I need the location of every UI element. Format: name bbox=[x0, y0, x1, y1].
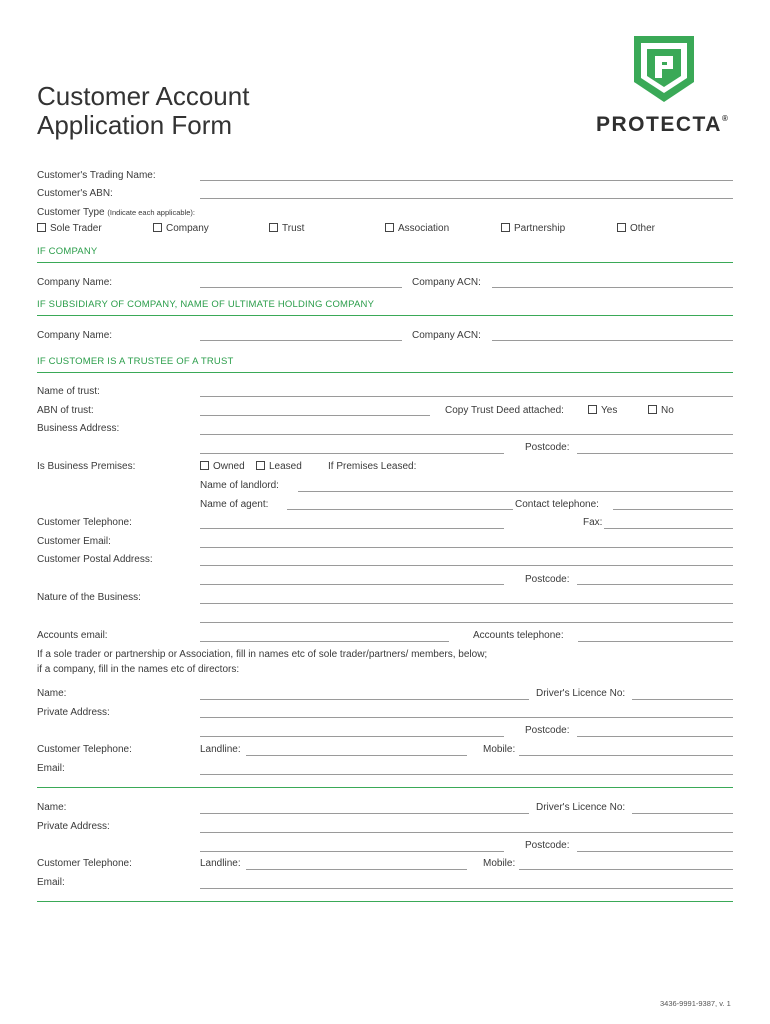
accounts-telephone-field[interactable] bbox=[578, 641, 733, 642]
trading-name-field[interactable] bbox=[200, 180, 733, 181]
fax-field[interactable] bbox=[604, 528, 733, 529]
fax-label: Fax: bbox=[583, 517, 603, 528]
person-name-label: Name: bbox=[37, 688, 67, 699]
trust-name-label: Name of trust: bbox=[37, 386, 100, 397]
business-postcode-field[interactable] bbox=[577, 453, 733, 454]
section-trust: IF CUSTOMER IS A TRUSTEE OF A TRUST bbox=[37, 356, 234, 367]
landlord-field[interactable] bbox=[298, 491, 733, 492]
private-postcode-field[interactable] bbox=[577, 851, 733, 852]
private-postcode-label: Postcode: bbox=[525, 840, 570, 851]
customer-telephone-label: Customer Telephone: bbox=[37, 517, 132, 528]
private-address-label: Private Address: bbox=[37, 821, 110, 832]
premises-label: Is Business Premises: bbox=[37, 461, 136, 472]
section-subsidiary: IF SUBSIDIARY OF COMPANY, NAME OF ULTIMATE HOLDING COMPANY bbox=[37, 299, 375, 310]
licence-label: Driver's Licence No: bbox=[536, 802, 626, 813]
checkbox-leased[interactable]: Leased bbox=[256, 461, 302, 472]
postal-address-field[interactable] bbox=[200, 565, 733, 566]
holding-company-name-label: Company Name: bbox=[37, 330, 113, 341]
company-acn-label: Company ACN: bbox=[412, 277, 481, 288]
customer-email-label: Customer Email: bbox=[37, 536, 111, 547]
business-address-field[interactable] bbox=[200, 434, 733, 435]
landline-label: Landline: bbox=[200, 858, 241, 869]
business-address-label: Business Address: bbox=[37, 423, 120, 434]
nature-of-business-field[interactable] bbox=[200, 603, 733, 604]
landline-label: Landline: bbox=[200, 744, 241, 755]
mobile-field[interactable] bbox=[519, 869, 733, 870]
nature-of-business-field-2[interactable] bbox=[200, 622, 733, 623]
landline-field[interactable] bbox=[246, 755, 467, 756]
private-address-field[interactable] bbox=[200, 717, 733, 718]
form-title-line-1: Customer Account bbox=[37, 81, 250, 111]
form-version-code: 3436-9991-9387, v. 1 bbox=[660, 999, 731, 1008]
private-address-field-2[interactable] bbox=[200, 736, 504, 737]
abn-field[interactable] bbox=[200, 198, 733, 199]
section-divider bbox=[37, 315, 733, 316]
accounts-email-label: Accounts email: bbox=[37, 630, 108, 641]
person-name-field[interactable] bbox=[200, 813, 529, 814]
holding-company-acn-label: Company ACN: bbox=[412, 330, 481, 341]
customer-telephone-field[interactable] bbox=[200, 528, 504, 529]
protecta-shield-icon bbox=[631, 34, 697, 104]
holding-company-name-field[interactable] bbox=[200, 340, 402, 341]
licence-field[interactable] bbox=[632, 813, 733, 814]
block-divider bbox=[37, 787, 733, 788]
private-address-field[interactable] bbox=[200, 832, 733, 833]
landlord-label: Name of landlord: bbox=[200, 480, 279, 491]
private-postcode-label: Postcode: bbox=[525, 725, 570, 736]
mobile-field[interactable] bbox=[519, 755, 733, 756]
instructions-line-2: if a company, fill in the names etc of directors: bbox=[37, 664, 240, 675]
brand-name: PROTECTA® bbox=[596, 113, 728, 136]
person-telephone-label: Customer Telephone: bbox=[37, 744, 132, 755]
checkbox-partnership[interactable]: Partnership bbox=[501, 223, 565, 234]
person-email-label: Email: bbox=[37, 763, 65, 774]
customer-email-field[interactable] bbox=[200, 547, 733, 548]
checkbox-deed-no[interactable]: No bbox=[648, 405, 674, 416]
trust-deed-label: Copy Trust Deed attached: bbox=[445, 405, 564, 416]
agent-label: Name of agent: bbox=[200, 499, 269, 510]
trust-abn-label: ABN of trust: bbox=[37, 405, 94, 416]
form-title-line-2: Application Form bbox=[37, 110, 233, 140]
trading-name-label: Customer's Trading Name: bbox=[37, 170, 156, 181]
checkbox-other[interactable]: Other bbox=[617, 223, 655, 234]
accounts-telephone-label: Accounts telephone: bbox=[473, 630, 564, 641]
business-postcode-label: Postcode: bbox=[525, 442, 570, 453]
private-address-field-2[interactable] bbox=[200, 851, 504, 852]
postal-postcode-field[interactable] bbox=[577, 584, 733, 585]
mobile-label: Mobile: bbox=[483, 858, 516, 869]
private-address-label: Private Address: bbox=[37, 707, 110, 718]
private-postcode-field[interactable] bbox=[577, 736, 733, 737]
checkbox-association[interactable]: Association bbox=[385, 223, 449, 234]
agent-field[interactable] bbox=[287, 509, 513, 510]
section-divider bbox=[37, 262, 733, 263]
if-leased-label: If Premises Leased: bbox=[328, 461, 417, 472]
person-name-field[interactable] bbox=[200, 699, 529, 700]
person-email-field[interactable] bbox=[200, 888, 733, 889]
holding-company-acn-field[interactable] bbox=[492, 340, 733, 341]
licence-label: Driver's Licence No: bbox=[536, 688, 626, 699]
person-telephone-label: Customer Telephone: bbox=[37, 858, 132, 869]
instructions-line-1: If a sole trader or partnership or Association, fill in names etc of sole trader/partners/ members, below; bbox=[37, 649, 488, 660]
checkbox-deed-yes[interactable]: Yes bbox=[588, 405, 617, 416]
postal-postcode-label: Postcode: bbox=[525, 574, 570, 585]
landline-field[interactable] bbox=[246, 869, 467, 870]
company-acn-field[interactable] bbox=[492, 287, 733, 288]
checkbox-company[interactable]: Company bbox=[153, 223, 209, 234]
person-name-label: Name: bbox=[37, 802, 67, 813]
section-if-company: IF COMPANY bbox=[37, 246, 98, 257]
accounts-email-field[interactable] bbox=[200, 641, 449, 642]
checkbox-sole-trader[interactable]: Sole Trader bbox=[37, 223, 102, 234]
contact-telephone-label: Contact telephone: bbox=[515, 499, 599, 510]
business-address-field-2[interactable] bbox=[200, 453, 504, 454]
contact-telephone-field[interactable] bbox=[613, 509, 733, 510]
person-email-label: Email: bbox=[37, 877, 65, 888]
trust-abn-field[interactable] bbox=[200, 415, 430, 416]
licence-field[interactable] bbox=[632, 699, 733, 700]
nature-of-business-label: Nature of the Business: bbox=[37, 592, 141, 603]
section-divider bbox=[37, 372, 733, 373]
block-divider bbox=[37, 901, 733, 902]
trust-name-field[interactable] bbox=[200, 396, 733, 397]
postal-address-label: Customer Postal Address: bbox=[37, 554, 153, 565]
person-email-field[interactable] bbox=[200, 774, 733, 775]
company-name-label: Company Name: bbox=[37, 277, 113, 288]
mobile-label: Mobile: bbox=[483, 744, 516, 755]
checkbox-owned[interactable]: Owned bbox=[200, 461, 245, 472]
abn-label: Customer's ABN: bbox=[37, 188, 113, 199]
checkbox-trust[interactable]: Trust bbox=[269, 223, 304, 234]
customer-type-label: Customer Type (Indicate each applicable): bbox=[37, 207, 195, 218]
company-name-field[interactable] bbox=[200, 287, 402, 288]
postal-address-field-2[interactable] bbox=[200, 584, 504, 585]
